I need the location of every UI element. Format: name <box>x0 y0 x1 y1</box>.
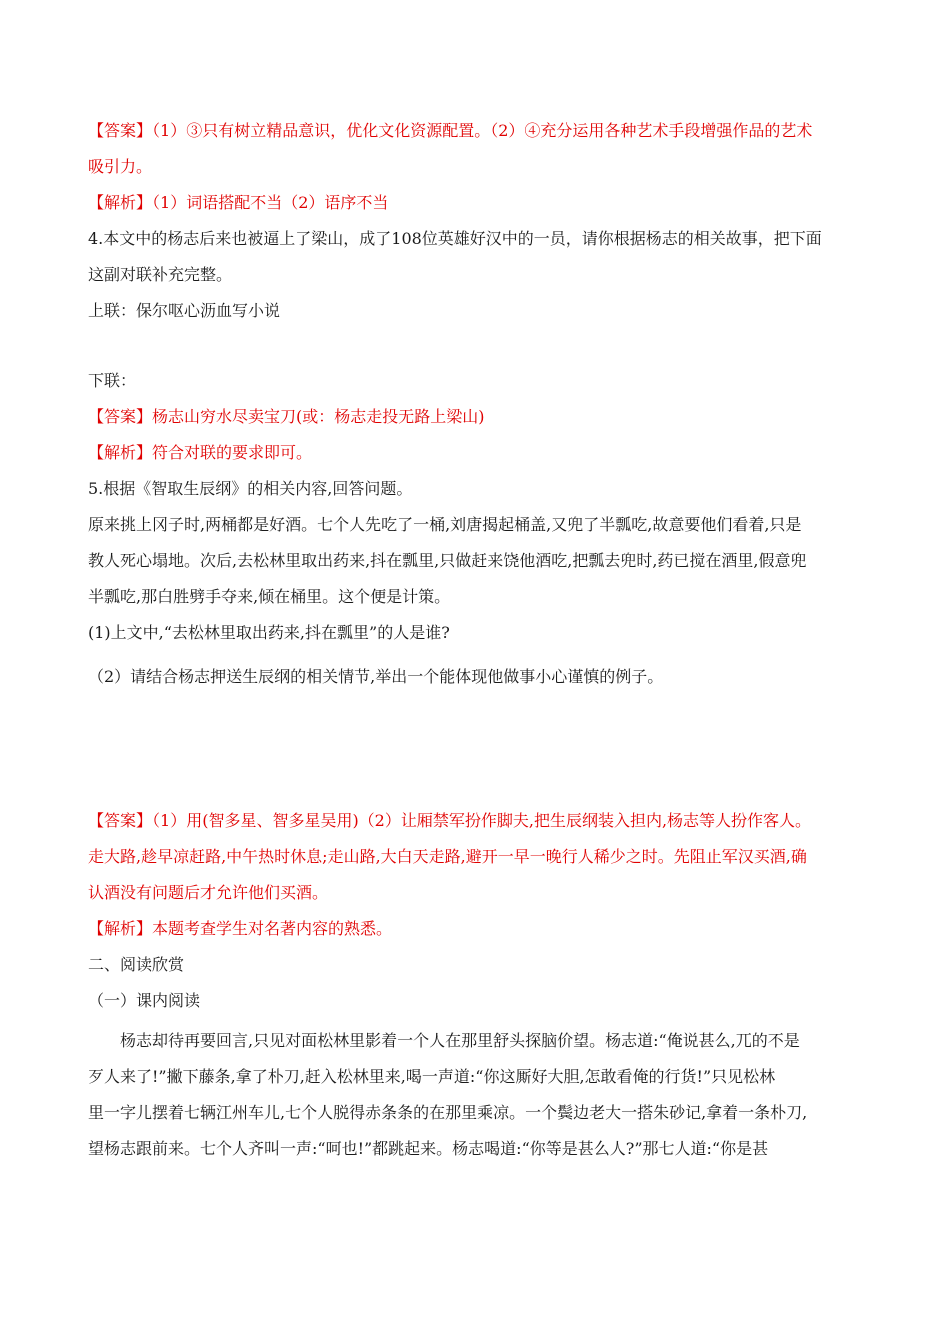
q3-analysis <box>88 185 863 221</box>
analysis-label: 【解析】 <box>88 919 153 938</box>
q3-answer-line1 <box>88 113 863 149</box>
section-sub-heading: （一）课内阅读 <box>88 991 201 1010</box>
reading-para-line4: 望杨志跟前来。七个人齐叫一声:“呵也!”都跳起来。杨志喝道:“你等是甚么人?”那七人道:“你是甚 <box>88 1139 769 1158</box>
q5-sub-question-2: （2）请结合杨志押送生辰纲的相关情节,举出一个能体现他做事小心谨慎的例子。 <box>88 667 664 686</box>
q4-answer-text: 杨志山穷水尽卖宝刀(或：杨志走投无路上梁山) <box>152 407 485 426</box>
q5-analysis-text: 本题考查学生对名著内容的熟悉。 <box>152 919 393 938</box>
q5-answer-line3: 认酒没有问题后才允许他们买酒。 <box>88 883 329 902</box>
document-page <box>88 113 863 1167</box>
q4-lower-couplet: 下联： <box>88 371 137 390</box>
q3-answer-line2: 吸引力。 <box>88 157 153 176</box>
q5-answer-line2: 走大路,趁早凉赶路,中午热时休息;走山路,大白天走路,避开一早一晚行人稀少之时。先阻止军汉买酒,确 <box>88 847 807 866</box>
q3-analysis-text: （1）词语搭配不当（2）语序不当 <box>152 193 389 212</box>
q4-upper-couplet: 上联：保尔呕心沥血写小说 <box>88 301 281 320</box>
q4-question-line1: 4.本文中的杨志后来也被逼上了梁山，成了108位英雄好汉中的一员，请你根据杨志的相关故事，把下面 <box>88 229 822 248</box>
q4-question-line2: 这副对联补充完整。 <box>88 265 233 284</box>
q5-analysis <box>88 911 863 947</box>
q3-answer-text: （1）③只有树立精品意识，优化文化资源配置。（2）④充分运用各种艺术手段增强作品的艺术 <box>152 121 813 140</box>
answer-label: 【答案】 <box>88 407 153 426</box>
answer-label: 【答案】 <box>88 121 153 140</box>
q4-analysis-text: 符合对联的要求即可。 <box>152 443 313 462</box>
q5-passage-line1: 原来挑上冈子时,两桶都是好酒。七个人先吃了一桶,刘唐揭起桶盖,又兜了半瓢吃,故意要他们看着,只是 <box>88 515 802 534</box>
analysis-label: 【解析】 <box>88 443 153 462</box>
q5-answer-line1 <box>88 803 863 839</box>
q4-answer <box>88 399 863 435</box>
reading-para-line2: 歹人来了!”撇下藤条,拿了朴刀,赶入松林里来,喝一声道:“你这厮好大胆,怎敢看俺的行货!”只见松林 <box>88 1067 776 1086</box>
section-heading: 二、阅读欣赏 <box>88 955 185 974</box>
blank-space <box>88 329 863 363</box>
blank-space <box>88 651 863 659</box>
reading-para-line1: 杨志却待再要回言,只见对面松林里影着一个人在那里舒头探脑价望。杨志道:“俺说甚么,兀的不是 <box>120 1031 800 1050</box>
q5-question: 5.根据《智取生辰纲》的相关内容,回答问题。 <box>88 479 413 498</box>
q5-passage-line3: 半瓢吃,那白胜劈手夺来,倾在桶里。这个便是计策。 <box>88 587 451 606</box>
q4-analysis <box>88 435 863 471</box>
q5-passage-line2: 教人死心塌地。次后,去松林里取出药来,抖在瓢里,只做赶来饶他酒吃,把瓢去兜时,药已搅在酒里,假意兜 <box>88 551 807 570</box>
analysis-label: 【解析】 <box>88 193 153 212</box>
q5-sub-question-1: (1)上文中,“去松林里取出药来,抖在瓢里”的人是谁? <box>88 623 450 642</box>
answer-label: 【答案】 <box>88 811 153 830</box>
q5-answer-text: （1）用(智多星、智多星吴用)（2）让厢禁军扮作脚夫,把生辰纲装入担内,杨志等人扮作客人。 <box>152 811 812 830</box>
blank-space <box>88 695 863 803</box>
reading-para-line3: 里一字儿摆着七辆江州车儿,七个人脱得赤条条的在那里乘凉。一个鬓边老大一搭朱砂记,拿着一条朴刀, <box>88 1103 808 1122</box>
